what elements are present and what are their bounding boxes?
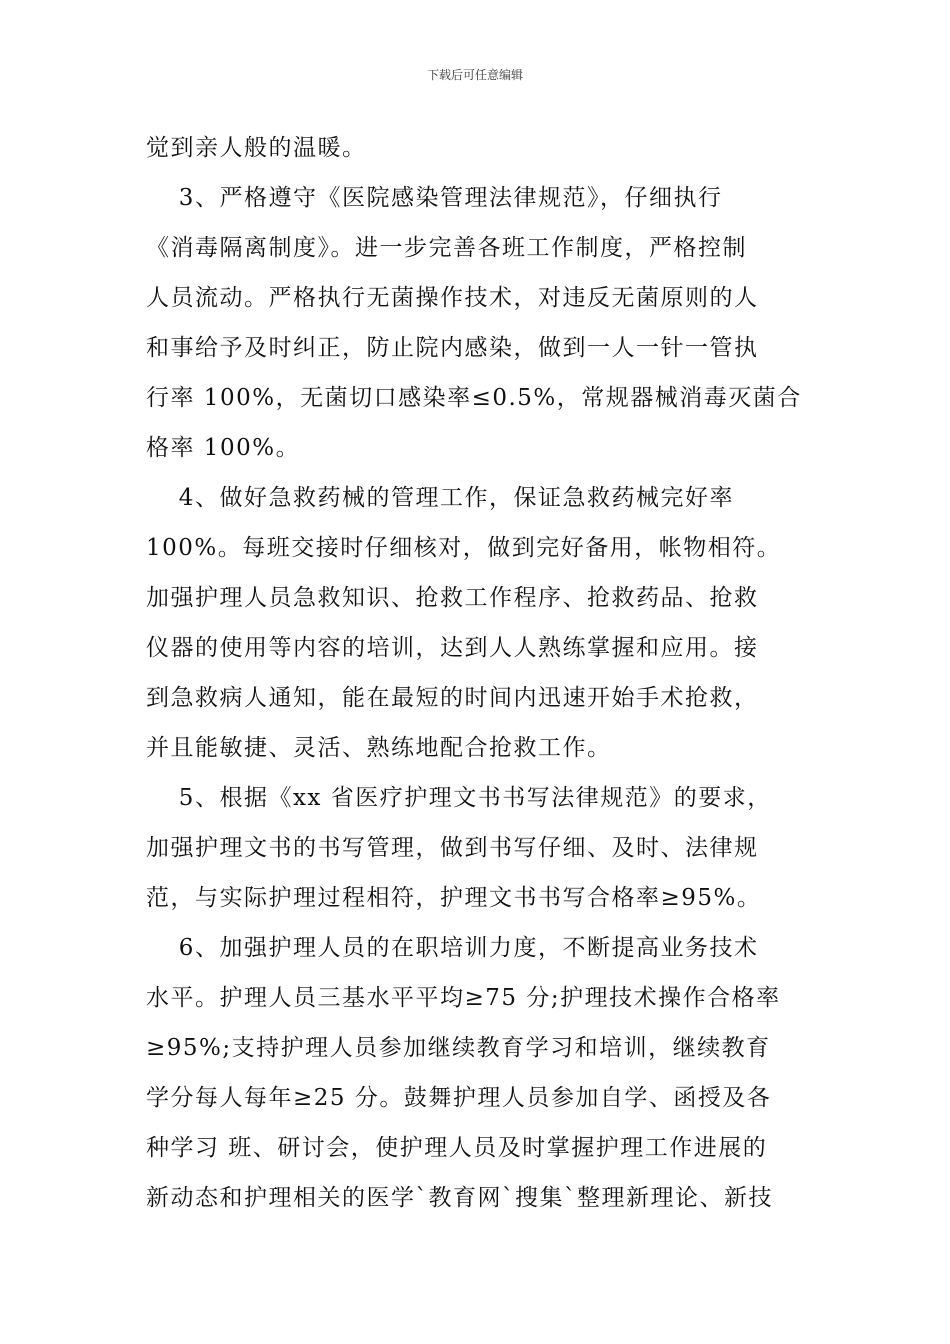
text-line: 到急救病人通知，能在最短的时间内迅速开始手术抢救，	[146, 685, 759, 711]
text-line: ≥95%;支持护理人员参加继续教育学习和培训，继续教育	[146, 1035, 771, 1061]
text-line: 种学习 班、研讨会，使护理人员及时掌握护理工作进展的	[146, 1135, 768, 1161]
text-line: 学分每人每年≥25 分。鼓舞护理人员参加自学、函授及各	[146, 1085, 772, 1111]
text-line: 觉到亲人般的温暖。	[146, 135, 367, 161]
text-line: 范，与实际护理过程相符，护理文书书写合格率≥95%。	[146, 885, 762, 911]
text-line: 《消毒隔离制度》。进一步完善各班工作制度，严格控制	[146, 235, 747, 261]
page-header: 下载后可任意编辑	[426, 68, 523, 82]
text-line: 加强护理人员急救知识、抢救工作程序、抢救药品、抢救	[146, 585, 759, 611]
text-line: 仪器的使用等内容的培训，达到人人熟练掌握和应用。接	[146, 635, 759, 661]
text-line: 3、严格遵守《医院感染管理法律规范》，仔细执行	[170, 185, 723, 211]
text-line: 新动态和护理相关的医学`教育网`搜集`整理新理论、新技	[146, 1185, 773, 1211]
text-line: 格率 100%。	[146, 435, 301, 461]
text-line: 加强护理文书的书写管理，做到书写仔细、及时、法律规	[146, 835, 759, 861]
text-line: 行率 100%，无菌切口感染率≤0.5%，常规器械消毒灭菌合	[146, 385, 802, 411]
text-line: 6、加强护理人员的在职培训力度，不断提高业务技术	[170, 935, 759, 961]
text-line: 4、做好急救药械的管理工作，保证急救药械完好率	[170, 485, 734, 511]
text-line: 5、根据《xx 省医疗护理文书书写法律规范》的要求，	[170, 785, 772, 811]
text-line: 和事给予及时纠正，防止院内感染，做到一人一针一管执	[146, 335, 759, 361]
text-line: 100%。每班交接时仔细核对，做到完好备用，帐物相符。	[146, 535, 782, 561]
text-line: 并且能敏捷、灵活、熟练地配合抢救工作。	[146, 735, 612, 761]
text-line: 人员流动。严格执行无菌操作技术，对违反无菌原则的人	[146, 285, 759, 311]
text-line: 水平。护理人员三基水平平均≥75 分;护理技术操作合格率	[146, 985, 781, 1011]
